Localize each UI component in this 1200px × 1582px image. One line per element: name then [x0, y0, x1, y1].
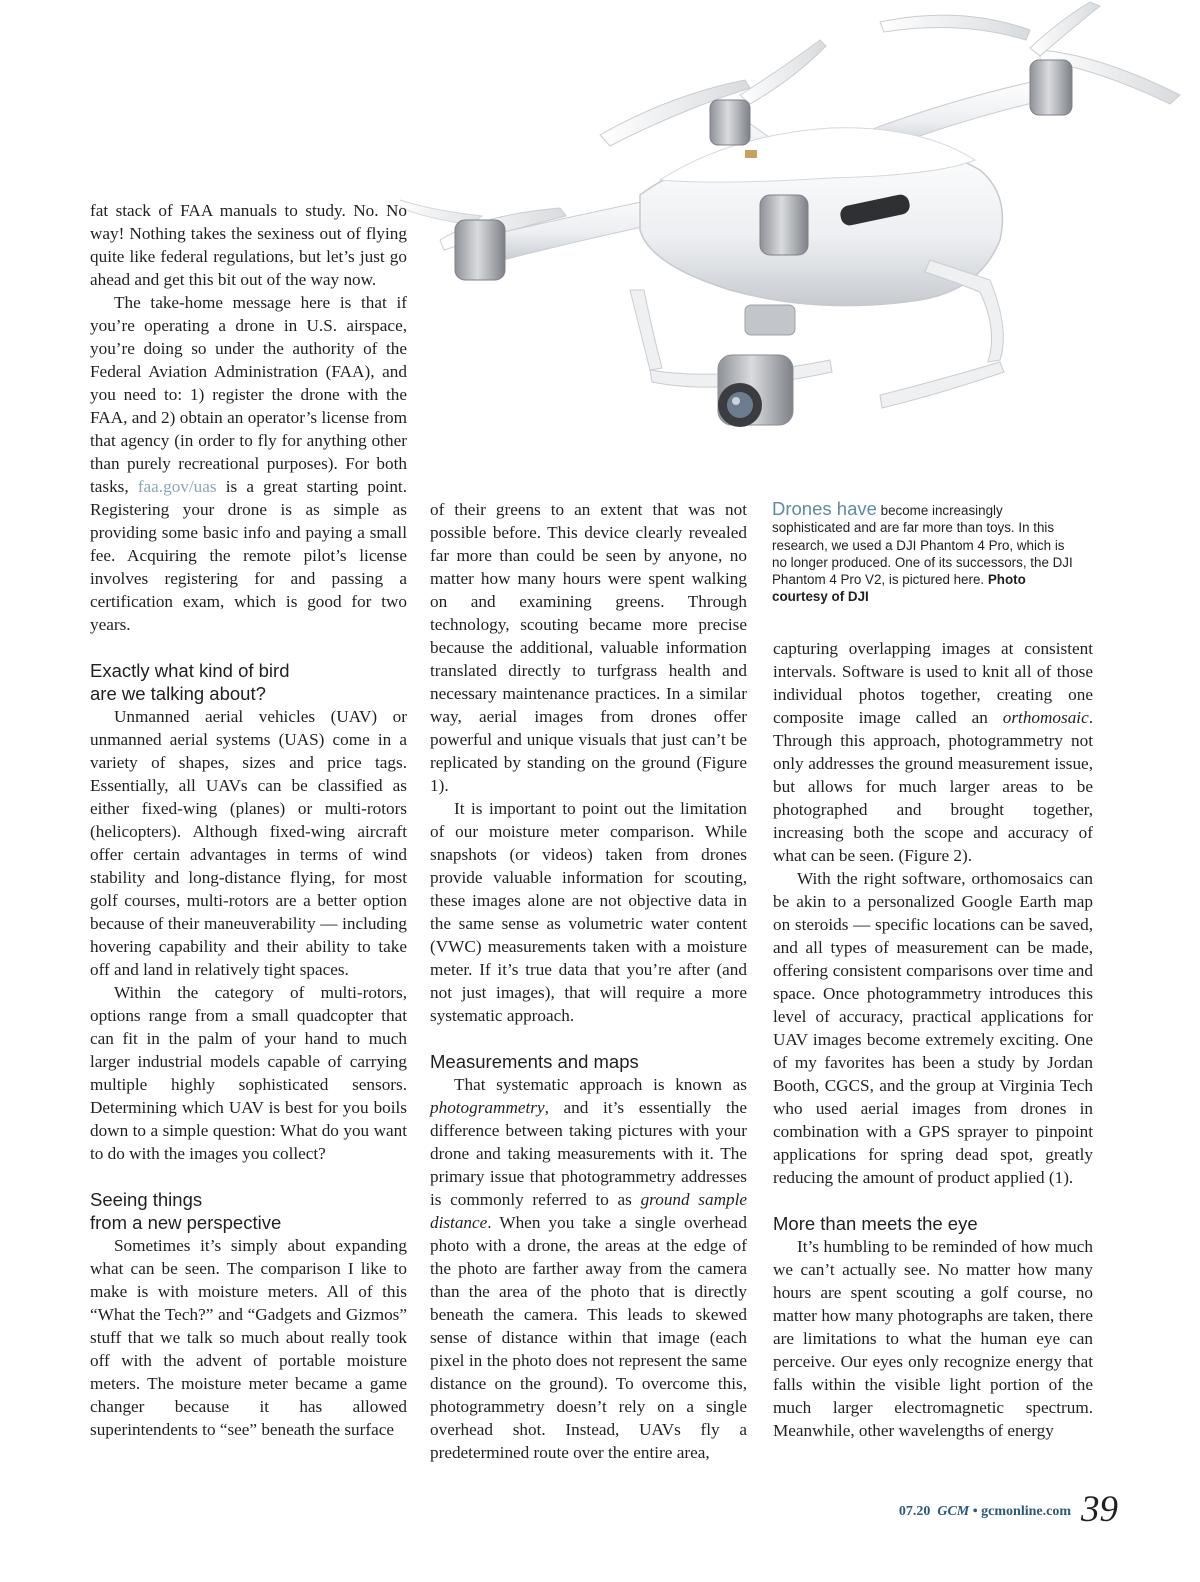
text: . Through this approach, photogrammetry not only addresses the ground measurement issue, but allows for much larger areas to be photographed and brought together, increasing both the scope and accuracy of what can be seen. (Figure 2). — [773, 708, 1093, 865]
faa-link[interactable]: faa.gov/uas — [137, 477, 217, 496]
paragraph — [90, 291, 407, 636]
drone-photo — [400, 0, 1200, 470]
paragraph — [773, 637, 1093, 867]
subheading-perspective — [90, 1188, 407, 1234]
photo-caption — [772, 500, 1082, 606]
caption-text: become increasingly sophisticated and are far more than toys. In this research, we used a DJI Phantom 4 Pro, which is no longer produced. One of its successors, the DJI Phantom 4 Pro V2, is pictured here. — [772, 503, 1073, 588]
subheading-line: Seeing things — [90, 1189, 203, 1210]
paragraph — [430, 1073, 747, 1464]
subheading-line: from a new perspective — [90, 1212, 282, 1233]
footer-meta — [899, 1504, 1071, 1519]
text: That systematic approach is known as — [454, 1075, 747, 1094]
website: gcmonline.com — [981, 1504, 1071, 1519]
column-1 — [90, 199, 407, 1441]
bullet: • — [972, 1504, 978, 1519]
subheading-bird — [90, 659, 407, 705]
column-3 — [773, 637, 1093, 1442]
text: The take-home message here is that if you’re operating a drone in U.S. airspace, you’re doing so under the authority of the Federal Aviation Administration (FAA), and you need to: 1) register the drone with the FAA, and 2) obtain an operator’s license from that agency (in order to fly for anything other than purely recreational purposes). For both tasks, — [90, 293, 407, 496]
text: capturing overlapping images at consistent intervals. Software is used to knit all of those individual photos together, creating one composite image called an — [773, 639, 1093, 727]
subheading-measurements: Measurements and maps — [430, 1051, 639, 1072]
paragraph: It’s humbling to be reminded of how much we can’t actually see. No matter how many hours are spent scouting a golf course, no matter how many photographs are taken, there are limitations to what the human eye can perceive. Our eyes only recognize energy that falls within the visible light portion of the much larger electromagnetic spectrum. Meanwhile, other wavelengths of energy — [773, 1237, 1093, 1440]
emphasis: ground sample distance — [430, 1190, 747, 1232]
page-number: 39 — [1081, 1489, 1118, 1530]
paragraph: of their greens to an extent that was not possible before. This device clearly revealed far more than could be seen by anyone, no matter how many hours were spent walking on and examining greens. Through technology, scouting became more precise because the additional, valuable information translated directly to turfgrass health and necessary maintenance practices. In a similar way, aerial images from drones offer powerful and unique visuals that just can’t be replicated by standing on the ground (Figure 1). — [430, 500, 747, 795]
subheading-eye: More than meets the eye — [773, 1213, 978, 1234]
page-footer — [899, 1488, 1118, 1531]
paragraph: With the right software, orthomosaics can be akin to a personalized Google Earth map on steroids — specific locations can be saved, and all types of measurement can be made, offering consistent comparisons over time and space. Once photogrammetry introduces this level of accuracy, practical applications for UAV images become extremely exciting. One of my favorites has been a study by Jordan Booth, CGCS, and the group at Virginia Tech who used aerial images from drones in combination with a GPS sprayer to pinpoint applications for spring dead spot, greatly reducing the amount of product applied (1). — [773, 869, 1093, 1187]
magazine-name: GCM — [937, 1504, 970, 1519]
subheading-line: Exactly what kind of bird — [90, 660, 290, 681]
text: is a great starting point. Registering your drone is as simple as providing some basic info and paying a small fee. Acquiring the remote pilot’s license involves registering for and passing a certification exam, which is good for two years. — [90, 477, 407, 634]
text: , and it’s essentially the difference between taking pictures with your drone and taking measurements with it. The primary issue that photogrammetry addresses is commonly referred to as — [430, 1098, 747, 1209]
issue-date: 07.20 — [898, 1504, 931, 1519]
subheading-line: are we talking about? — [90, 683, 266, 704]
caption-credit: Photo courtesy of DJI — [772, 572, 1026, 605]
paragraph: It is important to point out the limitation of our moisture meter comparison. While snapshots (or videos) taken from drones provide valuable information for scouting, these images alone are not objective data in the same sense as volumetric water content (VWC) measurements taken with a moisture meter. If it’s true data that you’re after (and not just images), that will require a more systematic approach. — [430, 799, 747, 1025]
paragraph: Within the category of multi-rotors, options range from a small quadcopter that can fit in the palm of your hand to much larger industrial models capable of carrying multiple highly sophisticated sensors. Determining which UAV is best for you boils down to a simple question: What do you want to do with the images you collect? — [90, 983, 407, 1163]
paragraph: fat stack of FAA manuals to study. No. No way! Nothing takes the sexiness out of flying quite like federal regulations, but let’s just go ahead and get this bit out of the way now. — [90, 201, 407, 289]
emphasis: photogrammetry — [430, 1098, 545, 1117]
emphasis: orthomosaic — [1002, 708, 1089, 727]
column-2 — [430, 498, 747, 1464]
caption-lead: Drones have — [772, 498, 877, 519]
paragraph: Unmanned aerial vehicles (UAV) or unmanned aerial systems (UAS) come in a variety of shapes, sizes and price tags. Essentially, all UAVs can be classified as either fixed-wing (planes) or multi-rotors (helicopters). Although fixed-wing aircraft offer certain advantages in terms of wind stability and long-distance flying, for most golf courses, multi-rotors are a better option because of their maneuverability — including hovering capability and their ability to take off and land in relatively tight spaces. — [90, 707, 407, 979]
text: . When you take a single overhead photo with a drone, the areas at the edge of the photo are farther away from the camera than the area of the photo that is directly beneath the camera. This leads to skewed sense of distance within that image (each pixel in the photo does not represent the same distance on the ground). To overcome this, photogrammetry doesn’t rely on a single overhead shot. Instead, UAVs fly a predetermined route over the entire area, — [430, 1213, 747, 1462]
paragraph: Sometimes it’s simply about expanding what can be seen. The comparison I like to make is with moisture meters. All of this “What the Tech?” and “Gadgets and Gizmos” stuff that we talk so much about really took off with the advent of portable moisture meters. The moisture meter became a game changer because it has allowed superintendents to “see” beneath the surface — [90, 1236, 407, 1439]
